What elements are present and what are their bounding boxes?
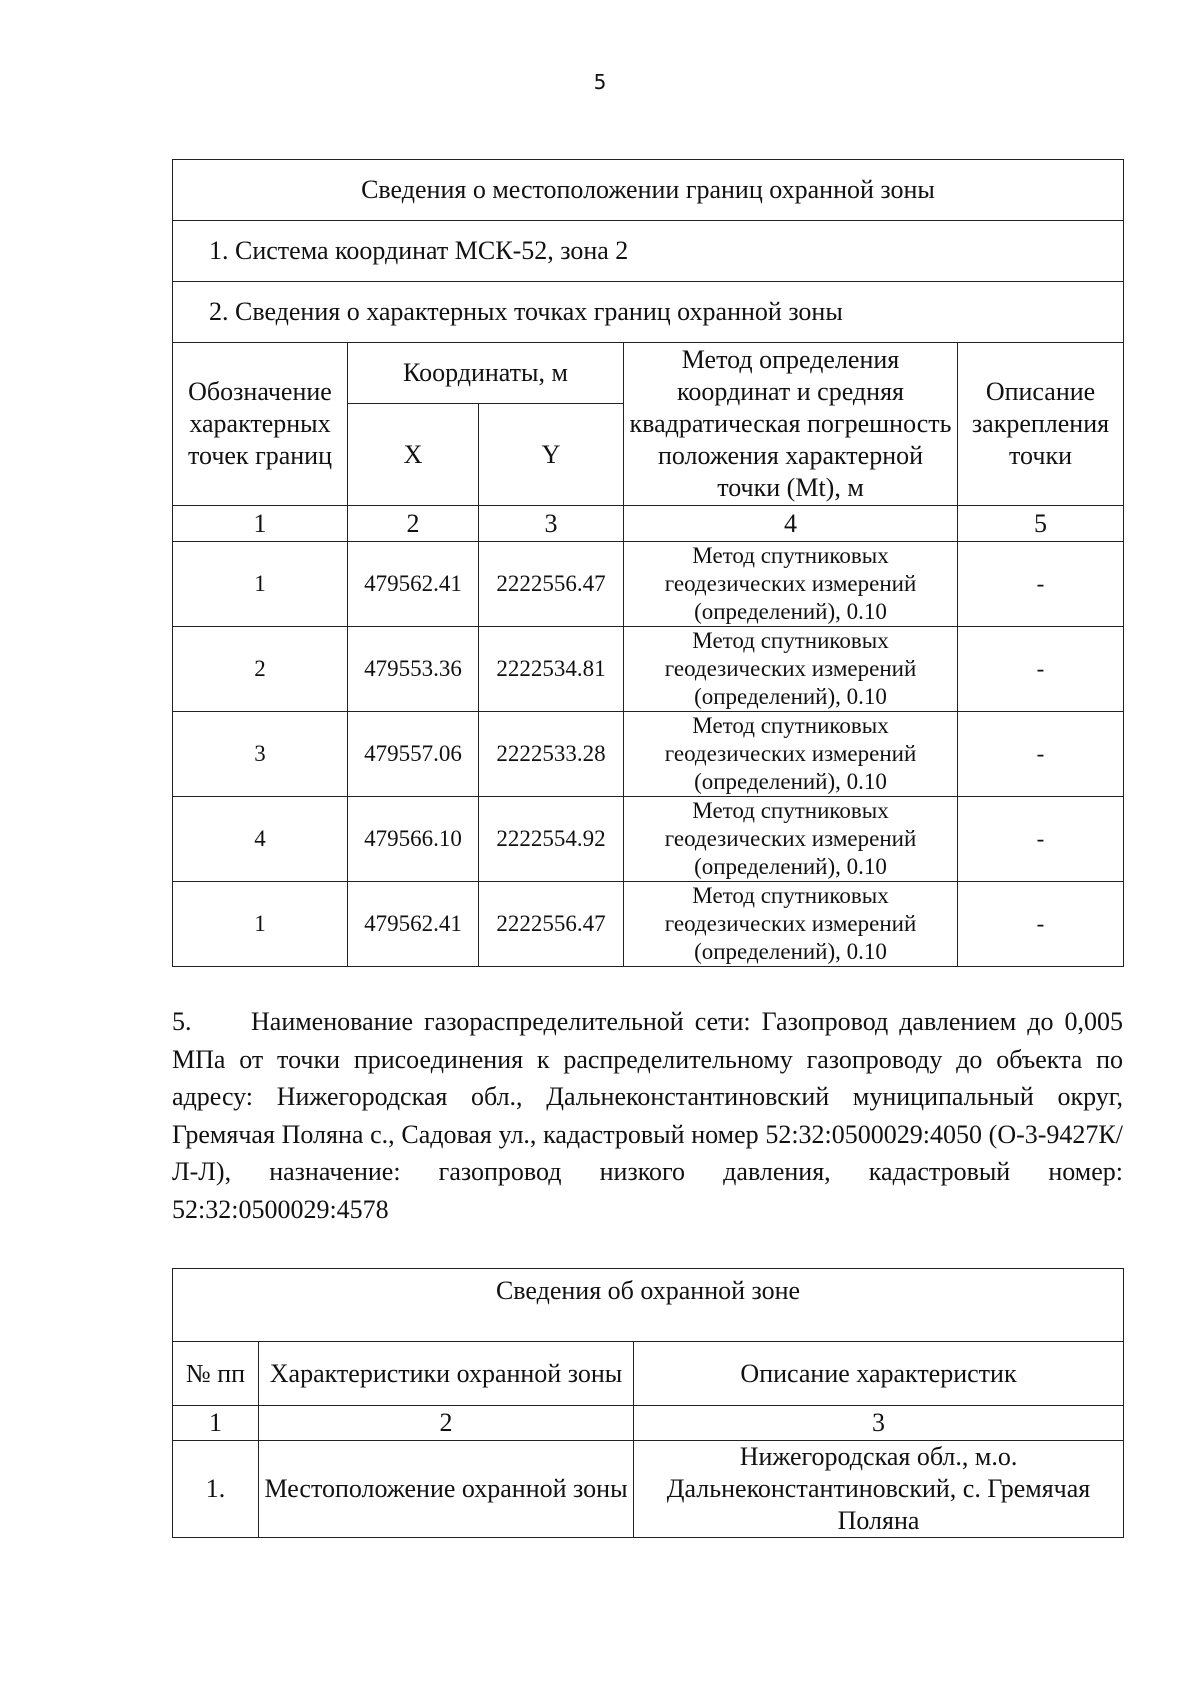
description-cell: -: [958, 542, 1124, 627]
point-id: 2: [173, 627, 348, 712]
coord-x: 479562.41: [348, 882, 479, 967]
description-cell: -: [958, 882, 1124, 967]
table-row: [173, 712, 1124, 797]
header-designation: Обозначение характерных точек границ: [173, 343, 348, 506]
coord-x: 479562.41: [348, 542, 479, 627]
protection-zone-table: [172, 1268, 1124, 1538]
page-number: 5: [593, 70, 607, 94]
table-row: [173, 882, 1124, 967]
point-id: 4: [173, 797, 348, 882]
paragraph-text: Наименование газораспределительной сети: Газопровод давлением до 0,005 МПа от точки присоединения к распределительному газопроводу до объекта по адресу: Нижегородская обл., Дальнеконстантиновский муниципальный округ, Гремячая Поляна с., Садовая ул., кадастровый номер 52:32:0500029:4050 (О-3-9427К/Л-Л), назначение: газопровод низкого давления, кадастровый номер: 52:32:0500029:4578: [172, 1007, 1123, 1224]
header-coordinates: Координаты, м: [348, 343, 624, 404]
coord-x: 479566.10: [348, 797, 479, 882]
method-cell: Метод спутниковых геодезических измерений (определений), 0.10: [624, 627, 958, 712]
coord-y: 2222533.28: [479, 712, 624, 797]
header-characteristics: Характеристики охранной зоны: [259, 1342, 634, 1406]
coordinate-system-item: 1. Система координат МСК-52, зона 2: [173, 221, 1124, 282]
description-cell: -: [958, 712, 1124, 797]
table2-title: Сведения об охранной зоне: [173, 1269, 1124, 1342]
header-description: Описание закрепления точки: [958, 343, 1124, 506]
boundary-points-item: 2. Сведения о характерных точках границ охранной зоны: [173, 282, 1124, 343]
column-number: 5: [958, 506, 1124, 542]
coord-y: 2222556.47: [479, 882, 624, 967]
column-number: 1: [173, 506, 348, 542]
table-row: [173, 1441, 1124, 1538]
coord-y: 2222534.81: [479, 627, 624, 712]
header-x: X: [348, 404, 479, 506]
characteristic-description-cell: Нижегородская обл., м.о. Дальнеконстантиновский, с. Гремячая Поляна: [634, 1441, 1124, 1538]
description-cell: -: [958, 797, 1124, 882]
table-row: [173, 542, 1124, 627]
point-id: 3: [173, 712, 348, 797]
paragraph-number: 5.: [172, 1007, 192, 1036]
table-row: [173, 627, 1124, 712]
coord-x: 479553.36: [348, 627, 479, 712]
column-number: 3: [634, 1406, 1124, 1441]
coord-y: 2222554.92: [479, 797, 624, 882]
header-char-description: Описание характеристик: [634, 1342, 1124, 1406]
description-cell: -: [958, 627, 1124, 712]
table-row: [173, 797, 1124, 882]
header-no: № пп: [173, 1342, 259, 1406]
point-id: 1: [173, 542, 348, 627]
point-id: 1: [173, 882, 348, 967]
method-cell: Метод спутниковых геодезических измерений (определений), 0.10: [624, 882, 958, 967]
network-description-paragraph: [172, 1003, 1123, 1228]
coord-y: 2222556.47: [479, 542, 624, 627]
header-method: Метод определения координат и средняя квадратическая погрешность положения характерной точки (Mt), м: [624, 343, 958, 506]
column-number: 3: [479, 506, 624, 542]
method-cell: Метод спутниковых геодезических измерений (определений), 0.10: [624, 797, 958, 882]
table1-title: Сведения о местоположении границ охранной зоны: [173, 160, 1124, 221]
characteristic-cell: Местоположение охранной зоны: [259, 1441, 634, 1538]
row-number: 1.: [173, 1441, 259, 1538]
method-cell: Метод спутниковых геодезических измерений (определений), 0.10: [624, 542, 958, 627]
column-number: 2: [259, 1406, 634, 1441]
boundary-coordinates-table: [172, 159, 1124, 967]
column-number: 4: [624, 506, 958, 542]
coord-x: 479557.06: [348, 712, 479, 797]
column-number: 2: [348, 506, 479, 542]
method-cell: Метод спутниковых геодезических измерений (определений), 0.10: [624, 712, 958, 797]
column-number: 1: [173, 1406, 259, 1441]
header-y: Y: [479, 404, 624, 506]
